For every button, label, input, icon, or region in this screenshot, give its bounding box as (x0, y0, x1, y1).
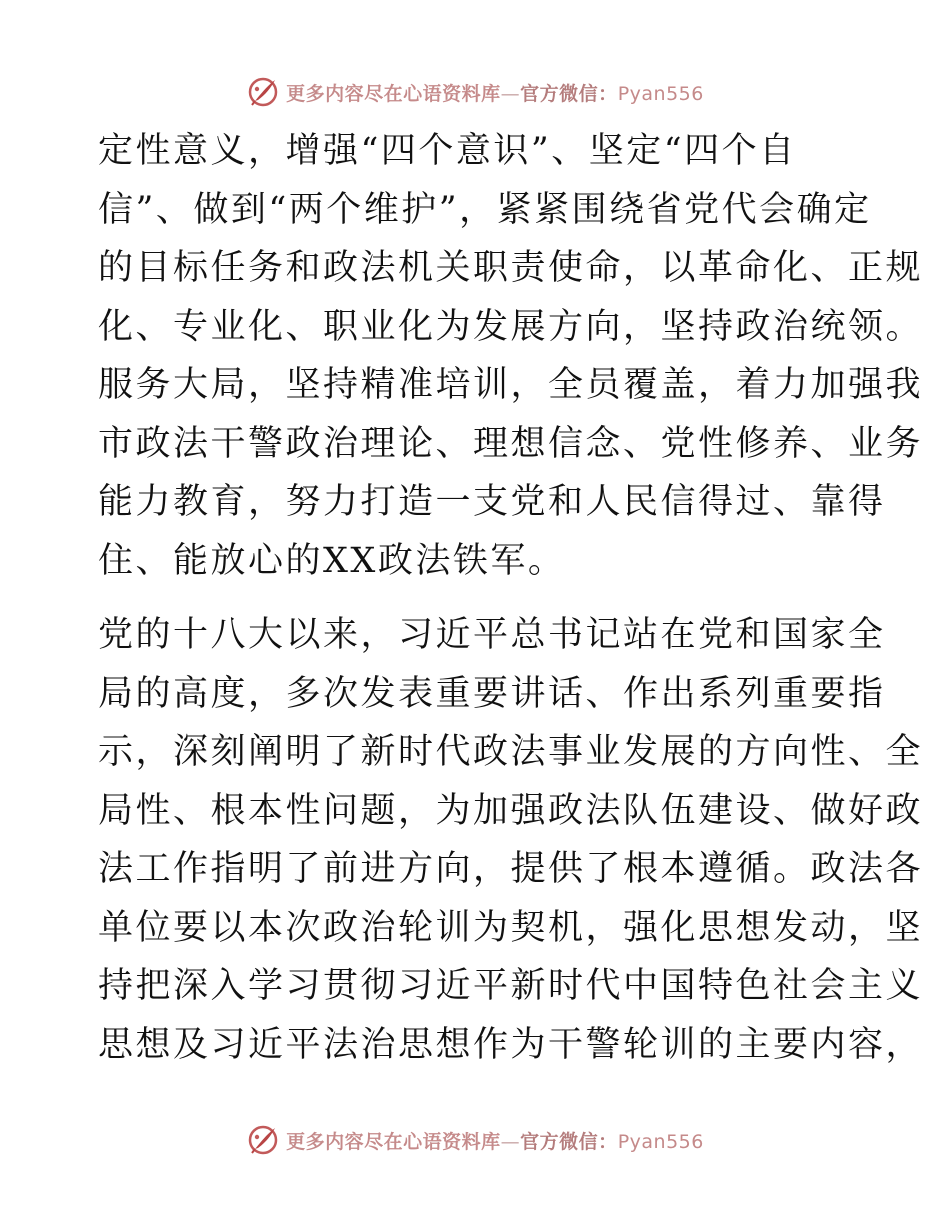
text-line: 化、专业化、职业化为发展方向，坚持政治统领。 (98, 306, 924, 347)
text-line: 住、能放心的XX政法铁军。 (98, 540, 566, 581)
text-line: 能力教育，努力打造一支党和人民信得过、靠得 (98, 482, 886, 522)
text-line: 思想及习近平法治思想作为干警轮训的主要内容， (98, 1024, 924, 1065)
text-line: 的目标任务和政法机关职责使命，以革命化、正规 (98, 248, 924, 288)
text-line: 持把深入学习贯彻习近平新时代中国特色社会主义 (98, 966, 924, 1006)
footer-watermark (0, 1120, 950, 1160)
text-line: 定性意义，增强“四个意识”、坚定“四个自 (98, 131, 797, 171)
text-line: 党的十八大以来，习近平总书记站在党和国家全 (98, 615, 886, 655)
text-line: 市政法干警政治理论、理想信念、党性修养、业务 (98, 423, 924, 464)
header-watermark (0, 72, 950, 112)
text-line: 局的高度，多次发表重要讲话、作出系列重要指 (98, 673, 886, 714)
text-line: 示，深刻阐明了新时代政法事业发展的方向性、全 (98, 732, 924, 772)
watermark-text: 更多内容尽在心语资料库—官方微信：Pyan556 (286, 82, 704, 105)
quill-pen-logo-icon (246, 1123, 280, 1157)
paragraph-2 (98, 606, 924, 1074)
text-line: 法工作指明了前进方向，提供了根本遵循。政法各 (98, 849, 924, 889)
text-line: 局性、根本性问题，为加强政法队伍建设、做好政 (98, 790, 924, 831)
quill-pen-logo-icon (246, 75, 280, 109)
text-line: 信”、做到“两个维护”，紧紧围绕省党代会确定 (98, 189, 872, 230)
text-line: 单位要以本次政治轮训为契机，强化思想发动，坚 (98, 907, 924, 948)
document-body (98, 122, 924, 1074)
text-line: 服务大局，坚持精准培训，全员覆盖，着力加强我 (98, 365, 924, 405)
paragraph-1 (98, 122, 924, 590)
watermark-text: 更多内容尽在心语资料库—官方微信：Pyan556 (286, 1130, 704, 1153)
